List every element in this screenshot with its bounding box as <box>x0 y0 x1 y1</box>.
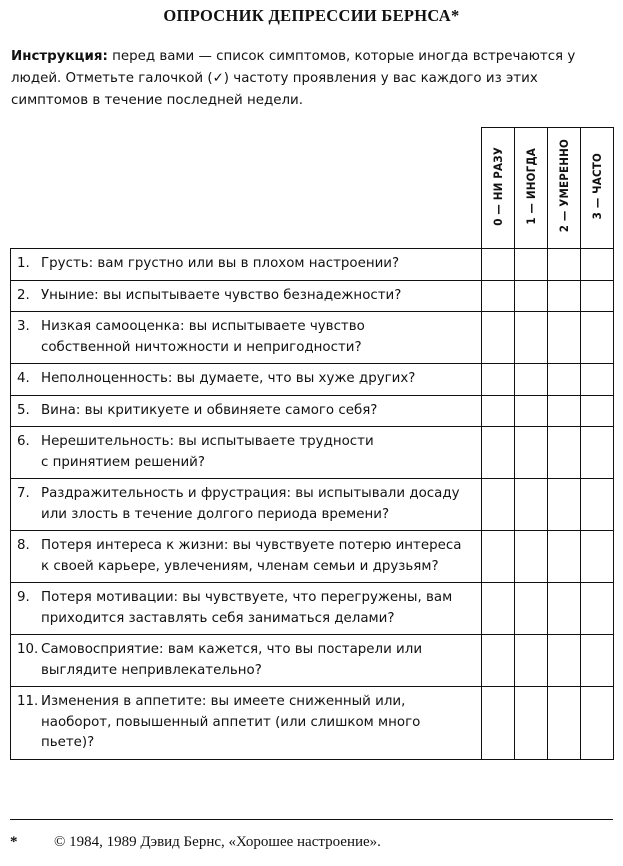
answer-cell-moderately[interactable] <box>548 531 581 583</box>
answer-cell-sometimes[interactable] <box>515 687 548 760</box>
symptom-text-line: Грусть: вам грустно или вы в плохом настроении? <box>41 256 400 271</box>
symptom-number: 5. <box>17 402 30 418</box>
symptom-number: 2. <box>17 287 30 303</box>
answer-cell-moderately[interactable] <box>548 312 581 364</box>
symptom-text <box>41 317 475 358</box>
answer-cell-moderately[interactable] <box>548 280 581 312</box>
instruction-body: перед вами — список симптомов, которые иногда встречаются у людей. Отметьте галочкой (✓) частоту проявления у вас каждого из этих симптомов в течение последней недели. <box>11 49 576 108</box>
symptom-text-line: Самовосприятие: вам кажется, что вы постарели или <box>41 642 423 657</box>
answer-cell-never[interactable] <box>482 427 515 479</box>
symptom-text-line: Низкая самооценка: вы испытываете чувство <box>41 319 365 334</box>
symptom-text <box>41 401 475 422</box>
footnote-divider <box>10 819 613 820</box>
symptom-number: 7. <box>17 486 30 501</box>
symptom-number: 10. <box>17 642 39 657</box>
page-title: ОПРОСНИК ДЕПРЕССИИ БЕРНСА* <box>163 6 460 25</box>
instruction-text <box>11 46 616 112</box>
answer-cell-sometimes[interactable] <box>515 479 548 531</box>
column-header-never: 0 — НИ РАЗУ <box>482 128 515 249</box>
answer-cell-moderately[interactable] <box>548 635 581 687</box>
symptom-number: 9. <box>17 590 30 605</box>
table-row <box>11 687 614 760</box>
answer-cell-sometimes[interactable] <box>515 249 548 281</box>
answer-cell-never[interactable] <box>482 395 515 427</box>
header-row <box>11 128 614 249</box>
answer-cell-moderately[interactable] <box>548 427 581 479</box>
answer-cell-sometimes[interactable] <box>515 280 548 312</box>
answer-cell-sometimes[interactable] <box>515 531 548 583</box>
symptom-text-line: пьете)? <box>41 735 95 750</box>
symptom-number: 1. <box>17 256 30 271</box>
symptom-cell <box>11 583 482 635</box>
symptom-cell <box>11 395 482 427</box>
symptom-cell <box>11 364 482 396</box>
symptom-text-line: Раздражительность и фрустрация: вы испытывали досаду <box>41 486 460 501</box>
symptom-text-line: с принятием решений? <box>41 454 205 470</box>
symptom-text-line: или злость в течение долгого периода времени? <box>41 506 390 522</box>
symptom-text <box>41 484 475 525</box>
answer-cell-moderately[interactable] <box>548 249 581 281</box>
column-header-moderately: 2 — УМЕРЕННО <box>548 128 581 249</box>
header-blank-cell <box>11 128 482 249</box>
answer-cell-moderately[interactable] <box>548 395 581 427</box>
answer-cell-never[interactable] <box>482 531 515 583</box>
answer-cell-often[interactable] <box>581 280 614 312</box>
table-row <box>11 312 614 364</box>
footnote-text: © 1984, 1989 Дэвид Бернс, «Хорошее настроение». <box>54 834 381 850</box>
symptom-text-line: выглядите непривлекательно? <box>41 662 262 678</box>
symptom-text <box>41 254 475 275</box>
symptom-number: 6. <box>17 434 30 449</box>
table-row <box>11 635 614 687</box>
symptom-text <box>41 588 475 629</box>
answer-cell-sometimes[interactable] <box>515 395 548 427</box>
symptom-text-line: Вина: вы критикуете и обвиняете самого себя? <box>41 402 378 418</box>
instruction-label: Инструкция: <box>11 49 108 64</box>
table-row <box>11 364 614 396</box>
symptom-text-line: к своей карьере, увлечениям, членам семьи и друзьям? <box>41 558 439 574</box>
symptom-cell <box>11 635 482 687</box>
symptom-text-line: Уныние: вы испытываете чувство безнадежности? <box>41 287 402 303</box>
symptom-text-line: Изменения в аппетите: вы имеете сниженный или, <box>41 694 406 709</box>
answer-cell-sometimes[interactable] <box>515 312 548 364</box>
symptom-number: 11. <box>17 694 39 709</box>
symptom-cell <box>11 249 482 281</box>
answer-cell-often[interactable] <box>581 583 614 635</box>
symptom-text <box>41 692 475 754</box>
answer-cell-often[interactable] <box>581 635 614 687</box>
answer-cell-sometimes[interactable] <box>515 635 548 687</box>
answer-cell-often[interactable] <box>581 531 614 583</box>
symptom-number: 8. <box>17 538 30 553</box>
table-row <box>11 531 614 583</box>
column-header-sometimes: 1 — ИНОГДА <box>515 128 548 249</box>
symptom-text <box>41 432 475 473</box>
table-row <box>11 583 614 635</box>
symptom-cell <box>11 312 482 364</box>
symptom-text-line: Потеря интереса к жизни: вы чувствуете потерю интереса <box>41 538 462 553</box>
answer-cell-often[interactable] <box>581 687 614 760</box>
answer-cell-never[interactable] <box>482 364 515 396</box>
table-row <box>11 395 614 427</box>
table-row <box>11 427 614 479</box>
questionnaire-table <box>10 127 614 760</box>
answer-cell-never[interactable] <box>482 280 515 312</box>
column-header-often: 3 — ЧАСТО <box>581 128 614 249</box>
footnote <box>10 834 381 851</box>
answer-cell-moderately[interactable] <box>548 687 581 760</box>
symptom-number: 3. <box>17 319 30 334</box>
answer-cell-never[interactable] <box>482 479 515 531</box>
symptom-number: 4. <box>17 371 30 386</box>
answer-cell-never[interactable] <box>482 312 515 364</box>
answer-cell-moderately[interactable] <box>548 479 581 531</box>
answer-cell-often[interactable] <box>581 427 614 479</box>
symptom-text <box>41 536 475 577</box>
answer-cell-sometimes[interactable] <box>515 364 548 396</box>
symptom-cell <box>11 427 482 479</box>
answer-cell-never[interactable] <box>482 687 515 760</box>
symptom-text <box>41 286 475 307</box>
table-row <box>11 479 614 531</box>
symptom-text <box>41 640 475 681</box>
symptom-text-line: Нерешительность: вы испытываете трудности <box>41 434 374 449</box>
table-row <box>11 280 614 312</box>
symptom-text <box>41 369 475 390</box>
symptom-cell <box>11 531 482 583</box>
answer-cell-often[interactable] <box>581 249 614 281</box>
answer-cell-sometimes[interactable] <box>515 583 548 635</box>
answer-cell-never[interactable] <box>482 635 515 687</box>
answer-cell-sometimes[interactable] <box>515 427 548 479</box>
symptom-text-line: Потеря мотивации: вы чувствуете, что перегружены, вам <box>41 590 453 605</box>
answer-cell-often[interactable] <box>581 312 614 364</box>
answer-cell-never[interactable] <box>482 249 515 281</box>
symptom-cell <box>11 280 482 312</box>
symptom-cell <box>11 687 482 760</box>
footnote-mark: * <box>10 834 18 850</box>
answer-cell-never[interactable] <box>482 583 515 635</box>
answer-cell-moderately[interactable] <box>548 583 581 635</box>
answer-cell-often[interactable] <box>581 364 614 396</box>
symptom-cell <box>11 479 482 531</box>
answer-cell-often[interactable] <box>581 479 614 531</box>
symptom-text-line: приходится заставлять себя заниматься делами? <box>41 610 395 626</box>
symptom-text-line: наоборот, повышенный аппетит (или слишком много <box>41 714 421 730</box>
table-row <box>11 249 614 281</box>
answer-cell-moderately[interactable] <box>548 364 581 396</box>
answer-cell-often[interactable] <box>581 395 614 427</box>
symptom-text-line: Неполноценность: вы думаете, что вы хуже других? <box>41 371 416 386</box>
symptom-text-line: собственной ничтожности и непригодности? <box>41 339 362 355</box>
